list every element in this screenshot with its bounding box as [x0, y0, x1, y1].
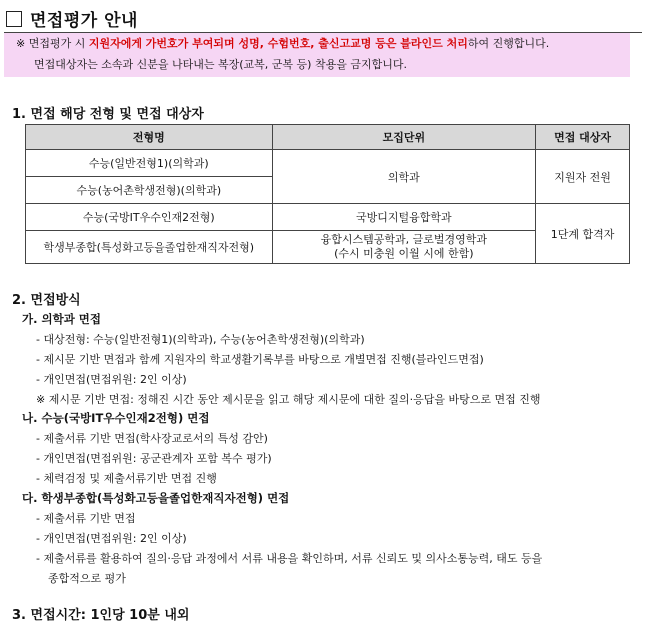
list-item: - 제출서류 기반 면접(학사장교로서의 특성 감안) — [36, 432, 268, 445]
list-item: - 제시문 기반 면접과 함께 지원자의 학교생활기록부를 바탕으로 개별면접 진행(블라인드면접) — [36, 353, 484, 366]
track-cell: 학생부종합(특성화고등을졸업한재직자전형) — [26, 231, 273, 264]
section3-heading: 3. 면접시간: 1인당 10분 내외 — [12, 608, 190, 623]
column-header: 면접 대상자 — [536, 125, 630, 150]
unit-cell: 융합시스템공학과, 글로벌경영학과 (수시 미충원 이월 시에 한함) — [272, 231, 536, 264]
checkbox-square-icon — [6, 11, 22, 27]
list-item: - 제출서류를 활용하여 질의·응답 과정에서 서류 내용을 확인하며, 서류 신뢰도 및 의사소통능력, 태도 등을 — [36, 552, 543, 565]
list-item: - 체력검정 및 제출서류기반 면접 진행 — [36, 472, 217, 485]
unit-cell: 의학과 — [272, 150, 536, 204]
notice-box — [4, 33, 630, 77]
column-header: 모집단위 — [272, 125, 536, 150]
list-item-continuation: 종합적으로 평가 — [48, 572, 126, 585]
unit-cell: 국방디지털융합학과 — [272, 204, 536, 231]
track-cell: 수능(국방IT우수인재2전형) — [26, 204, 273, 231]
notice-line-2: 면접대상자는 소속과 신분을 나타내는 복장(교복, 군복 등) 착용을 금지합니다. — [34, 58, 407, 71]
list-item: - 대상전형: 수능(일반전형1)(의학과), 수능(농어촌학생전형)(의학과) — [36, 333, 365, 346]
section1-heading: 1. 면접 해당 전형 및 면접 대상자 — [12, 107, 204, 122]
target-cell: 1단계 합격자 — [536, 204, 630, 264]
table-header-row — [26, 125, 630, 150]
subsection-c-title: 다. 학생부종합(특성화고등을졸업한재직자전형) 면접 — [22, 491, 290, 505]
subsection-a-title: 가. 의학과 면접 — [22, 312, 102, 326]
page-title — [6, 6, 138, 31]
track-cell: 수능(농어촌학생전형)(의학과) — [26, 177, 273, 204]
list-item: - 개인면접(면접위원: 공군관계자 포함 복수 평가) — [36, 452, 272, 465]
subsection-b-title: 나. 수능(국방IT우수인재2전형) 면접 — [22, 411, 210, 425]
table-row — [26, 150, 630, 177]
section2-heading: 2. 면접방식 — [12, 293, 81, 308]
target-cell: 지원자 전원 — [536, 150, 630, 204]
page-title-text: 면접평가 안내 — [30, 11, 138, 31]
track-cell: 수능(일반전형1)(의학과) — [26, 150, 273, 177]
column-header: 전형명 — [26, 125, 273, 150]
table-row — [26, 204, 630, 231]
list-item: ※ 제시문 기반 면접: 정해진 시간 동안 제시문을 읽고 해당 제시문에 대한 질의·응답을 바탕으로 면접 진행 — [36, 393, 541, 406]
notice-highlight: 지원자에게 가번호가 부여되며 성명, 수험번호, 출신고교명 등은 블라인드 처리 — [88, 37, 468, 50]
list-item: - 개인면접(면접위원: 2인 이상) — [36, 532, 187, 545]
notice-line-1: ※ 면접평가 시 지원자에게 가번호가 부여되며 성명, 수험번호, 출신고교명 등은 블라인드 처리하여 진행합니다. — [16, 37, 550, 50]
list-item: - 개인면접(면접위원: 2인 이상) — [36, 373, 187, 386]
list-item: - 제출서류 기반 면접 — [36, 512, 136, 525]
admission-table — [25, 124, 630, 264]
